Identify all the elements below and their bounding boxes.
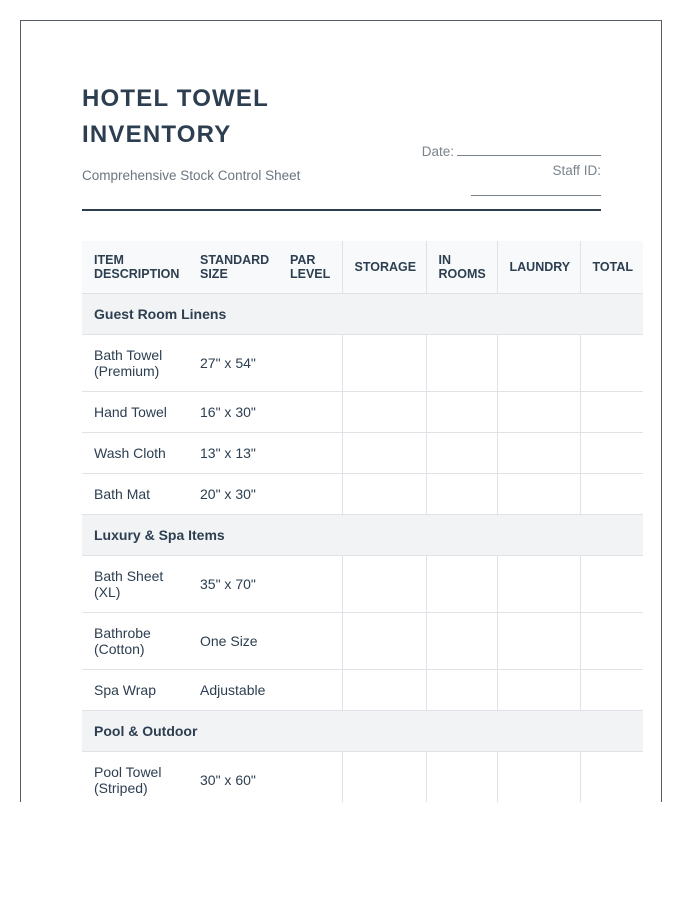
staff-id-field[interactable] (471, 195, 601, 196)
storage-cell[interactable] (342, 335, 426, 392)
section-title: Pool & Outdoor (82, 711, 643, 752)
section-title: Luxury & Spa Items (82, 515, 643, 556)
total-cell[interactable] (580, 433, 643, 474)
item-size: One Size (188, 613, 278, 670)
in-rooms-cell[interactable] (426, 556, 497, 613)
laundry-cell[interactable] (497, 556, 580, 613)
item-name: Bath Sheet (XL) (82, 556, 188, 613)
table-header-row (82, 241, 643, 294)
in-rooms-cell[interactable] (426, 474, 497, 515)
column-header-storage: STORAGE (342, 241, 426, 294)
item-name: Hand Towel (82, 392, 188, 433)
item-name: Wash Cloth (82, 433, 188, 474)
table-row (82, 433, 643, 474)
in-rooms-cell[interactable] (426, 433, 497, 474)
section-title: Guest Room Linens (82, 294, 643, 335)
item-name: Bath Towel (Premium) (82, 335, 188, 392)
in-rooms-cell[interactable] (426, 752, 497, 803)
item-name: Spa Wrap (82, 670, 188, 711)
page-title: HOTEL TOWEL INVENTORY (82, 85, 269, 148)
item-name: Bathrobe (Cotton) (82, 613, 188, 670)
storage-cell[interactable] (342, 474, 426, 515)
in-rooms-cell[interactable] (426, 335, 497, 392)
item-size: 30" x 60" (188, 752, 278, 803)
item-name: Pool Towel (Striped) (82, 752, 188, 803)
date-field[interactable] (457, 141, 601, 156)
item-name: Bath Mat (82, 474, 188, 515)
total-cell[interactable] (580, 556, 643, 613)
column-header-standard-size: STANDARD SIZE (188, 241, 278, 294)
laundry-cell[interactable] (497, 613, 580, 670)
total-cell[interactable] (580, 474, 643, 515)
column-header-in-rooms: IN ROOMS (426, 241, 497, 294)
item-size: Adjustable (188, 670, 278, 711)
laundry-cell[interactable] (497, 335, 580, 392)
column-header-par-level: PAR LEVEL (278, 241, 342, 294)
column-header-total: TOTAL (580, 241, 643, 294)
column-header-item-description: ITEM DESCRIPTION (82, 241, 188, 294)
table-row (82, 556, 643, 613)
sheet-meta (361, 141, 601, 181)
section-row-pool-outdoor (82, 711, 643, 752)
laundry-cell[interactable] (497, 752, 580, 803)
column-header-laundry: LAUNDRY (497, 241, 580, 294)
item-size: 13" x 13" (188, 433, 278, 474)
table-row (82, 613, 643, 670)
par-level-cell[interactable] (278, 752, 342, 803)
total-cell[interactable] (580, 335, 643, 392)
page-subtitle: Comprehensive Stock Control Sheet (82, 168, 301, 183)
section-row-luxury-spa-items (82, 515, 643, 556)
table-row (82, 474, 643, 515)
date-row (361, 141, 601, 161)
table-row (82, 670, 643, 711)
table-row (82, 392, 643, 433)
storage-cell[interactable] (342, 670, 426, 711)
par-level-cell[interactable] (278, 335, 342, 392)
in-rooms-cell[interactable] (426, 670, 497, 711)
staff-id-label: Staff ID: (552, 163, 601, 178)
storage-cell[interactable] (342, 556, 426, 613)
storage-cell[interactable] (342, 752, 426, 803)
total-cell[interactable] (580, 613, 643, 670)
table-row (82, 335, 643, 392)
par-level-cell[interactable] (278, 474, 342, 515)
laundry-cell[interactable] (497, 392, 580, 433)
total-cell[interactable] (580, 392, 643, 433)
storage-cell[interactable] (342, 392, 426, 433)
par-level-cell[interactable] (278, 392, 342, 433)
item-size: 16" x 30" (188, 392, 278, 433)
table-row (82, 752, 643, 803)
inventory-table (82, 241, 643, 802)
storage-cell[interactable] (342, 613, 426, 670)
storage-cell[interactable] (342, 433, 426, 474)
header-divider (82, 209, 601, 211)
in-rooms-cell[interactable] (426, 613, 497, 670)
item-size: 27" x 54" (188, 335, 278, 392)
par-level-cell[interactable] (278, 433, 342, 474)
par-level-cell[interactable] (278, 613, 342, 670)
laundry-cell[interactable] (497, 474, 580, 515)
par-level-cell[interactable] (278, 670, 342, 711)
par-level-cell[interactable] (278, 556, 342, 613)
laundry-cell[interactable] (497, 433, 580, 474)
sheet-header (82, 81, 601, 211)
total-cell[interactable] (580, 670, 643, 711)
inventory-sheet (20, 20, 662, 802)
total-cell[interactable] (580, 752, 643, 803)
item-size: 35" x 70" (188, 556, 278, 613)
section-row-guest-room-linens (82, 294, 643, 335)
date-label: Date: (421, 144, 454, 159)
item-size: 20" x 30" (188, 474, 278, 515)
laundry-cell[interactable] (497, 670, 580, 711)
in-rooms-cell[interactable] (426, 392, 497, 433)
